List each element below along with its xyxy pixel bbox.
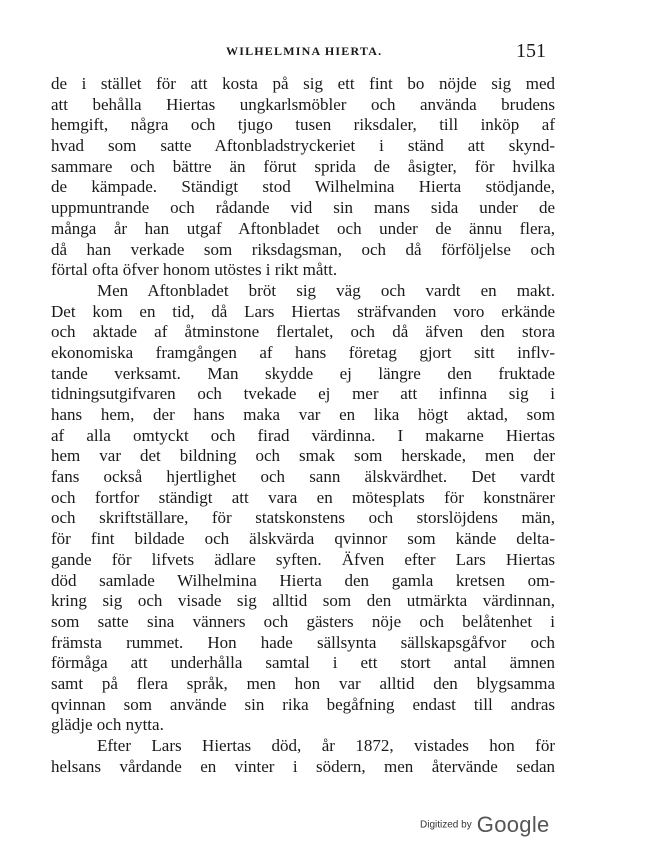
text-line: att behålla Hiertas ungkarlsmöbler och använda brudens xyxy=(51,94,555,114)
text-line: helsans vårdande en vinter i södern, men återvände sedan xyxy=(51,756,555,776)
text-line: de kämpade. Ständigt stod Wilhelmina Hierta stödjande, xyxy=(51,177,555,197)
text-line: och skriftställare, för statskonstens och storslöjdens män, xyxy=(51,508,555,528)
text-line: Efter Lars Hiertas död, år 1872, vistades hon för xyxy=(97,736,555,755)
text-line: hvad som satte Aftonbladstryckeriet i ständ att skynd- xyxy=(51,136,555,156)
text-line: de i stället för att kosta på sig ett fint bo nöjde sig med xyxy=(51,74,555,93)
text-line: hem var det bildning och smak som herskade, men der xyxy=(51,446,555,466)
text-line: främsta rummet. Hon hade sällsynta sällskapsgåfvor och xyxy=(51,632,555,652)
text-line: sammare och bättre än förut sprida de åsigter, för hvilka xyxy=(51,156,555,176)
text-line: ekonomiska framgången af hans företag gjort sitt inflv- xyxy=(51,342,555,362)
text-line: död samlade Wilhelmina Hierta den gamla kretsen om- xyxy=(51,570,555,590)
text-line: kring sig och visade sig alltid som den utmärkta värdinnan, xyxy=(51,591,555,611)
text-line: uppmuntrande och rådande vid sin mans sida under de xyxy=(51,198,555,218)
text-line: för fint bildade och älskvärda qvinnor som kände delta- xyxy=(51,529,555,549)
text-line: gande för lifvets ädlare syften. Äfven efter Lars Hiertas xyxy=(51,549,555,569)
text-line: samt på flera språk, men hon var alltid den blygsamma xyxy=(51,673,555,693)
running-head xyxy=(50,40,550,64)
text-line: och aktade af åtminstone flertalet, och då äfven den stora xyxy=(51,322,555,342)
text-line: hans hem, der hans maka var en lika högt aktad, som xyxy=(51,405,555,424)
body-text xyxy=(51,74,555,777)
text-line: hemgift, några och tjugo tusen riksdaler, till inköp af xyxy=(51,115,555,135)
text-line: då han verkade som riksdagsman, och då förföljelse och xyxy=(51,239,555,259)
digitized-label: Digitized by xyxy=(420,819,472,831)
text-line: förmåga att underhålla samtal i ett stort antal ämnen xyxy=(51,653,555,673)
text-line: Det kom en tid, då Lars Hiertas sträfvanden voro erkände xyxy=(51,301,555,321)
text-line: många år han utgaf Aftonbladet och under de ännu flera, xyxy=(51,218,555,238)
text-line: glädje och nytta. xyxy=(51,715,164,735)
text-line: och fortfor ständigt att vara en mötesplats för konstnärer xyxy=(51,487,555,507)
text-line: tidningsutgifvaren och tvekade ej mer att infinna sig i xyxy=(51,384,555,404)
text-line: fans också hjertlighet och sann älskvärdhet. Det vardt xyxy=(51,467,555,487)
text-line: qvinnan som använde sin rika begåfning endast till andras xyxy=(51,694,555,714)
text-line: af alla omtyckt och firad värdinna. I makarne Hiertas xyxy=(51,425,555,445)
running-title: WILHELMINA HIERTA. xyxy=(226,44,383,58)
text-line: som satte sina vänners och gästers nöje och belåtenhet i xyxy=(51,611,555,631)
google-logo: Google xyxy=(476,812,550,837)
text-line: Men Aftonbladet bröt sig väg och vardt en makt. xyxy=(97,280,555,300)
text-line: tande verksamt. Man skydde ej längre den fruktade xyxy=(51,363,555,383)
digitized-watermark xyxy=(420,812,550,842)
page-number: 151 xyxy=(516,40,546,62)
text-line: förtal ofta öfver honom utöstes i rikt mått. xyxy=(51,260,338,280)
